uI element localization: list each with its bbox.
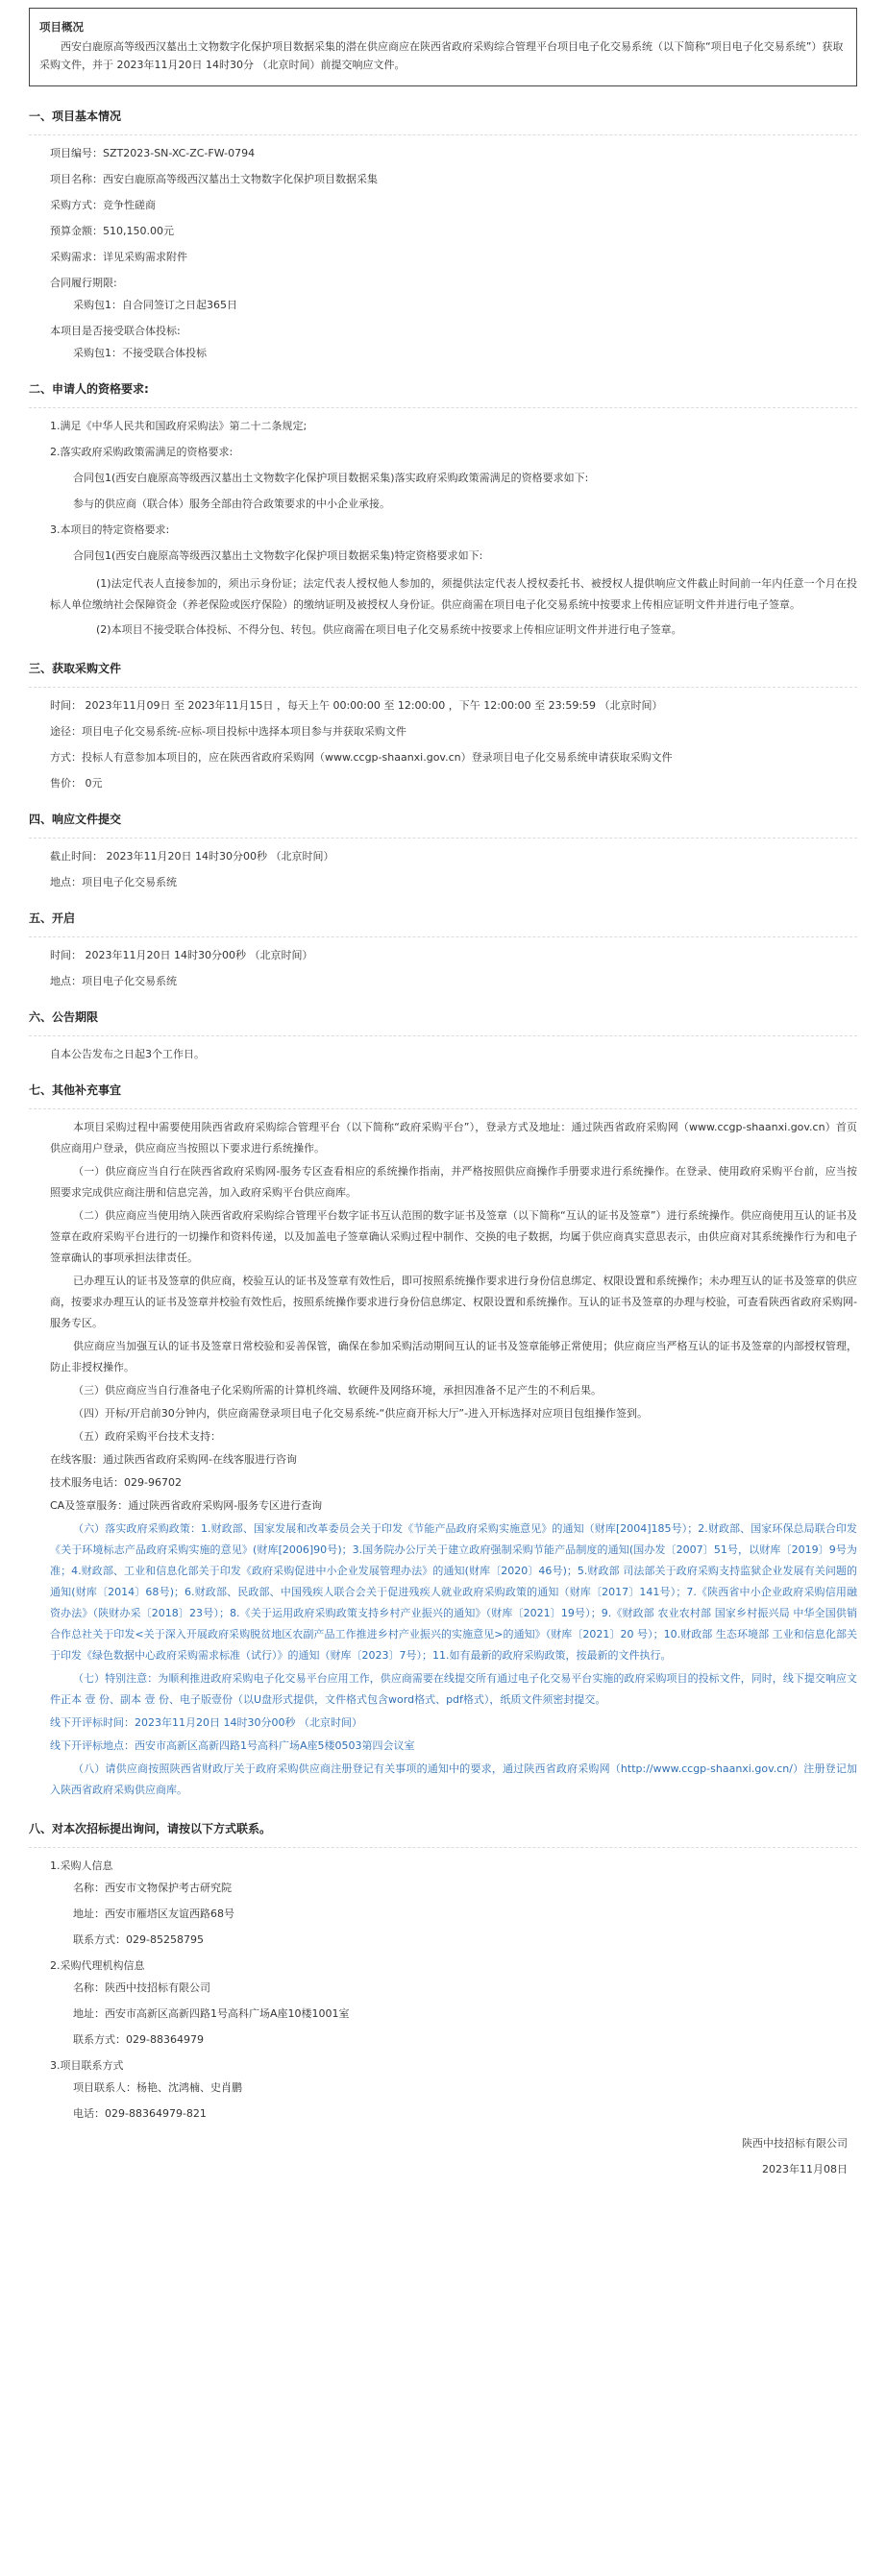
supplementary-intro: 本项目采购过程中需要使用陕西省政府采购综合管理平台（以下简称“政府采购平台”），登录方式及地址：通过陕西省政府采购网（www.ccgp-shaanxi.gov.cn）首页供应商用户登录，供应商应当按照以下要求进行系统操作。 xyxy=(50,1121,857,1154)
supplementary-item-4: （四）开标/开启前30分钟内，供应商需登录项目电子化交易系统-“供应商开标大厅”-进入开标选择对应项目包组操作签到。 xyxy=(73,1407,649,1420)
supplementary-item-5: （五）政府采购平台技术支持： xyxy=(73,1430,221,1443)
signature-block xyxy=(29,2135,857,2177)
section-opening xyxy=(29,937,857,989)
offline-opening-location: 线下开评标地点：西安市高新区高新四路1号高科广场A座5楼0503第四会议室 xyxy=(50,1739,415,1752)
opening-time: 时间： 2023年11月20日 14时30分00秒 （北京时间） xyxy=(50,949,313,961)
consortium-package: 采购包1：不接受联合体投标 xyxy=(73,347,207,359)
supplementary-item-7-notice: （七）特别注意：为顺利推进政府采购电子化交易平台应用工作，供应商需要在线提交所有通过电子化交易平台实施的政府采购项目的投标文件，同时，线下提交响应文件正本 壹 份、副本 壹 份、电子版壹份（以U盘形式提供，文件格式包含word格式、pdf格式），纸质文件须密封提交。 xyxy=(50,1672,857,1706)
purchaser-phone: 联系方式：029-85258795 xyxy=(73,1933,204,1946)
qualification-item-3: 3.本项目的特定资格要求: xyxy=(50,523,170,536)
notice-period-text: 自本公告发布之日起3个工作日。 xyxy=(50,1048,205,1060)
section-basic-info-title: 一、项目基本情况 xyxy=(29,109,122,123)
purchaser-name: 名称：西安市文物保护考古研究院 xyxy=(73,1882,232,1894)
section-basic-info xyxy=(29,135,857,361)
section-contact-title: 八、对本次招标提出询问，请按以下方式联系。 xyxy=(29,1822,272,1835)
obtain-price: 售价： 0元 xyxy=(50,777,103,790)
section-qualification xyxy=(29,408,857,641)
qualification-item-2b: 参与的供应商（联合体）服务全部由符合政策要求的中小企业承接。 xyxy=(73,498,390,510)
overview-title: 项目概况 xyxy=(39,20,84,34)
project-contact-heading: 3.项目联系方式 xyxy=(50,2059,124,2072)
project-number: 项目编号：SZT2023-SN-XC-ZC-FW-0794 xyxy=(50,147,256,159)
agency-heading: 2.采购代理机构信息 xyxy=(50,1959,145,1972)
project-overview-box xyxy=(29,8,857,86)
support-ca: CA及签章服务：通过陕西省政府采购网-服务专区进行查询 xyxy=(50,1499,323,1512)
project-contact-persons: 项目联系人：杨艳、沈鸿楠、史肖鹏 xyxy=(73,2081,242,2094)
supplementary-item-3: （三）供应商应当自行准备电子化采购所需的计算机终端、软硬件及网络环境，承担因准备不足产生的不利后果。 xyxy=(73,1384,602,1397)
agency-name: 名称：陕西中技招标有限公司 xyxy=(73,1981,210,1994)
section-contact xyxy=(29,1848,857,2122)
overview-text: 西安白鹿原高等级西汉墓出土文物数字化保护项目数据采集的潜在供应商应在陕西省政府采购综合管理平台项目电子化交易系统（以下简称“项目电子化交易系统”）获取采购文件，并于 2023年11月20日 14时30分 （北京时间）前提交响应文件。 xyxy=(39,40,844,71)
procurement-method: 采购方式：竞争性磋商 xyxy=(50,199,156,211)
obtain-channel: 途径：项目电子化交易系统-应标-项目投标中选择本项目参与并获取采购文件 xyxy=(50,725,406,738)
opening-location: 地点：项目电子化交易系统 xyxy=(50,975,177,987)
qualification-item-3a: 合同包1(西安白鹿原高等级西汉墓出土文物数字化保护项目数据采集)特定资格要求如下: xyxy=(73,549,483,562)
section-supplementary xyxy=(29,1109,857,1801)
submission-location: 地点：项目电子化交易系统 xyxy=(50,876,177,888)
qualification-item-3c: (2)本项目不接受联合体投标、不得分包、转包。供应商需在项目电子化交易系统中按要求上传相应证明文件并进行电子签章。 xyxy=(96,623,682,636)
support-phone: 技术服务电话：029-96702 xyxy=(50,1476,182,1489)
supplementary-ca-note: 已办理互认的证书及签章的供应商，校验互认的证书及签章有效性后，即可按照系统操作要求进行身份信息绑定、权限设置和系统操作；未办理互认的证书及签章的供应商，按要求办理互认的证书及签章并校验有效性后，按照系统操作要求进行身份信息绑定、权限设置和系统操作。互认的证书及签章的办理与校验，可查看陕西省政府采购网-服务专区。 xyxy=(50,1275,857,1329)
obtain-time: 时间： 2023年11月09日 至 2023年11月15日 ，每天上午 00:00:00 至 12:00:00 ，下午 12:00:00 至 23:59:59 （北京时间） xyxy=(50,699,663,712)
section-opening-title: 五、开启 xyxy=(29,911,76,925)
budget-amount: 预算金额：510,150.00元 xyxy=(50,225,174,237)
section-notice-period xyxy=(29,1036,857,1062)
project-name: 项目名称：西安白鹿原高等级西汉墓出土文物数字化保护项目数据采集 xyxy=(50,173,378,185)
purchaser-address: 地址：西安市雁塔区友谊西路68号 xyxy=(73,1908,234,1920)
section-obtain-docs-title: 三、获取采购文件 xyxy=(29,662,122,675)
obtain-method: 方式：投标人有意参加本项目的，应在陕西省政府采购网（www.ccgp-shaanxi.gov.cn）登录项目电子化交易系统申请获取采购文件 xyxy=(50,751,673,764)
qualification-item-2: 2.落实政府采购政策需满足的资格要求: xyxy=(50,446,234,458)
qualification-item-2a: 合同包1(西安白鹿原高等级西汉墓出土文物数字化保护项目数据采集)落实政府采购政策需满足的资格要求如下: xyxy=(73,472,589,484)
project-contact-phone: 电话：029-88364979-821 xyxy=(73,2107,207,2120)
consortium-question: 本项目是否接受联合体投标: xyxy=(50,325,181,337)
section-obtain-docs xyxy=(29,688,857,791)
procurement-requirement: 采购需求：详见采购需求附件 xyxy=(50,251,187,263)
supplementary-ca-keep: 供应商应当加强互认的证书及签章日常校验和妥善保管，确保在参加采购活动期间互认的证书及签章能够正常使用；供应商应当严格互认的证书及签章的内部授权管理，防止非授权操作。 xyxy=(50,1340,857,1373)
agency-phone: 联系方式：029-88364979 xyxy=(73,2033,204,2046)
offline-opening-time: 线下开评标时间：2023年11月20日 14时30分00秒 （北京时间） xyxy=(50,1716,362,1729)
footer-date: 2023年11月08日 xyxy=(762,2163,848,2175)
agency-address: 地址：西安市高新区高新四路1号高科广场A座10楼1001室 xyxy=(73,2007,350,2020)
section-notice-period-title: 六、公告期限 xyxy=(29,1010,99,1024)
section-supplementary-title: 七、其他补充事宜 xyxy=(29,1083,122,1097)
supplementary-item-1: （一）供应商应当自行在陕西省政府采购网-服务专区查看相应的系统操作指南，并严格按照供应商操作手册要求进行系统操作。在登录、使用政府采购平台前，应当按照要求完成供应商注册和信息完善，加入政府采购平台供应商库。 xyxy=(50,1165,857,1199)
support-online-service: 在线客服：通过陕西省政府采购网-在线客服进行咨询 xyxy=(50,1453,297,1466)
supplementary-item-2: （二）供应商应当使用纳入陕西省政府采购综合管理平台数字证书互认范围的数字证书及签章（以下简称“互认的证书及签章”）进行系统操作。供应商使用互认的证书及签章在政府采购平台进行的一切操作和资料传递，以及加盖电子签章确认采购过程中制作、交换的电子数据，均属于供应商真实意思表示，由供应商对其系统操作行为和电子签章确认的事项承担法律责任。 xyxy=(50,1209,857,1264)
contract-period-label: 合同履行期限: xyxy=(50,277,117,289)
contract-period-package: 采购包1：自合同签订之日起365日 xyxy=(73,299,237,311)
section-qualification-title: 二、申请人的资格要求: xyxy=(29,382,149,396)
supplementary-item-6-policies: （六）落实政府采购政策：1.财政部、国家发展和改革委员会关于印发《节能产品政府采购实施意见》的通知（财库[2004]185号）；2.财政部、国家环保总局联合印发《关于环境标志产品政府采购实施的意见》(财库[2006]90号)；3.国务院办公厅关于建立政府强制采购节能产品制度的通知(国办发〔2007〕51号，以财库〔2019〕9号为准；4.财政部、工业和信息化部关于印发《政府采购促进中小企业发展管理办法》的通知(财库〔2020〕46号)；5.财政部 司法部关于政府采购支持监狱企业发展有关问题的通知(财库〔2014〕68号)；6.财政部、民政部、中国残疾人联合会关于促进残疾人就业政府采购政策的通知（财库〔2017〕141号）；7.《陕西省中小企业政府采购信用融资办法》（陕财办采〔2018〕23号）；8.《关于运用政府采购政策支持乡村产业振兴的通知》（财库〔2021〕19号）；9.《财政部 农业农村部 国家乡村振兴局 中华全国供销合作总社关于印发<关于深入开展政府采购脱贫地区农副产品工作推进乡村产业振兴的实施意见>的通知》（财库〔2021〕20 号）；10.财政部 生态环境部 工业和信息化部关于印发《绿色数据中心政府采购需求标准（试行）》的通知（财库〔2023〕7号）；11.如有最新的政府采购政策，按最新的文件执行。 xyxy=(50,1522,857,1662)
submission-deadline: 截止时间： 2023年11月20日 14时30分00秒 （北京时间） xyxy=(50,850,334,863)
supplementary-item-8: （八）请供应商按照陕西省财政厅关于政府采购供应商注册登记有关事项的通知中的要求，通过陕西省政府采购网（http://www.ccgp-shaanxi.gov.cn/）注册登记加入陕西省政府采购供应商库。 xyxy=(50,1762,857,1796)
footer-company: 陕西中技招标有限公司 xyxy=(742,2137,848,2150)
section-submission xyxy=(29,838,857,890)
qualification-item-3b: (1)法定代表人直接参加的，须出示身份证；法定代表人授权他人参加的，须提供法定代表人授权委托书、被授权人提供响应文件截止时间前一年内任意一个月在投标人单位缴纳社会保障资金（养老保险或医疗保险）的缴纳证明及被授权人身份证。供应商需在项目电子化交易系统中按要求上传相应证明文件并进行电子签章。 xyxy=(50,577,857,611)
qualification-item-1: 1.满足《中华人民共和国政府采购法》第二十二条规定; xyxy=(50,420,308,432)
purchaser-heading: 1.采购人信息 xyxy=(50,1859,113,1872)
section-submission-title: 四、响应文件提交 xyxy=(29,813,122,826)
